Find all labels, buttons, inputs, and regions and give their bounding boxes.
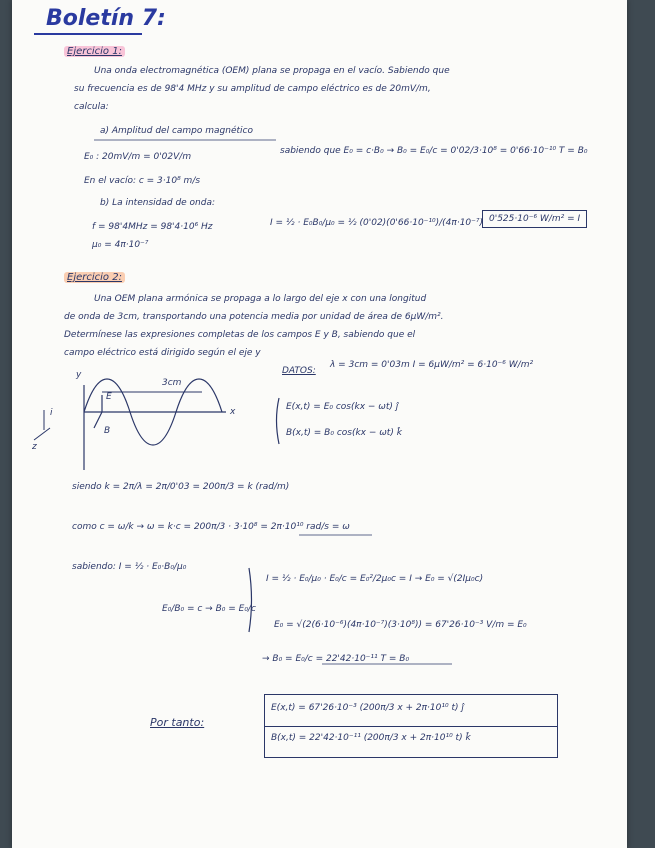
e0-value: E₀ = √(2(6·10⁻⁶)(4π·10⁻⁷)(3·10⁸)) = 67'26·10⁻³ V/m = E₀ bbox=[274, 620, 527, 630]
ej1-part-b-label: b) La intensidad de onda: bbox=[100, 198, 216, 208]
ej1-mu0-value: μ₀ = 4π·10⁻⁷ bbox=[92, 240, 149, 250]
datos-label: DATOS: bbox=[282, 366, 316, 376]
por-tanto-label: Por tanto: bbox=[150, 716, 205, 729]
ej1-text-line-3: calcula: bbox=[74, 102, 109, 112]
diagram-e-label: E bbox=[106, 392, 112, 402]
e0-formula: I = ½ · E₀/μ₀ · E₀/c = E₀²/2μ₀c = I → E₀ = √(2Iμ₀c) bbox=[266, 574, 484, 584]
field-ratio: E₀/B₀ = c → B₀ = E₀/c bbox=[162, 604, 256, 614]
page-title: Boletín 7: bbox=[46, 6, 166, 31]
diagram-axis-x: x bbox=[230, 407, 236, 417]
ej1-e0-value: E₀ : 20mV/m = 0'02V/m bbox=[84, 152, 192, 162]
ej2-text-line-2: de onda de 3cm, transportando una potencia media por unidad de área de 6μW/m². bbox=[64, 312, 444, 322]
datos-values: λ = 3cm = 0'03m I = 6μW/m² = 6·10⁻⁶ W/m² bbox=[330, 360, 534, 370]
b-vector bbox=[94, 412, 102, 428]
wavelength-label: 3cm bbox=[162, 378, 182, 388]
diagram-b-label: B bbox=[104, 426, 111, 436]
omega-derivation: como c = ω/k → ω = k·c = 200π/3 · 3·10⁸ = 2π·10¹⁰ rad/s = ω bbox=[72, 522, 350, 532]
exercise-2-heading: Ejercicio 2: bbox=[64, 272, 125, 283]
ej1-frequency-value: f = 98'4MHz = 98'4·10⁶ Hz bbox=[92, 222, 213, 232]
final-answer-box bbox=[264, 694, 558, 758]
ej2-text-line-1: Una OEM plana armónica se propaga a lo largo del eje x con una longitud bbox=[94, 294, 427, 304]
ej1-intensity-result: 0'525·10⁻⁶ W/m² = I bbox=[482, 210, 587, 228]
ej1-part-a-label: a) Amplitud del campo magnético bbox=[100, 126, 253, 136]
e-field-final: E(x,t) = 67'26·10⁻³ (200π/3 x + 2π·10¹⁰ t) ĵ bbox=[271, 703, 464, 713]
exercise-1-heading: Ejercicio 1: bbox=[64, 46, 125, 57]
ej2-text-line-4: campo eléctrico está dirigido según el eje y bbox=[64, 348, 261, 358]
ej1-text-line-2: su frecuencia es de 98'4 MHz y su amplitud de campo eléctrico es de 20mV/m, bbox=[74, 84, 431, 94]
ej2-text-line-3: Determínese las expresiones completas de los campos E y B, sabiendo que el bbox=[64, 330, 416, 340]
b-field-final: B(x,t) = 22'42·10⁻¹¹ (200π/3 x + 2π·10¹⁰ t) k̂ bbox=[271, 733, 471, 743]
e-field-expression: E(x,t) = E₀ cos(kx − ωt) ĵ bbox=[286, 402, 399, 412]
ej1-text-line-1: Una onda electromagnética (OEM) plana se propaga en el vacío. Sabiendo que bbox=[94, 66, 450, 76]
ej1-c-vacuum: En el vacío: c = 3·10⁸ m/s bbox=[84, 176, 201, 186]
diagram-axis-i: i bbox=[50, 408, 53, 418]
ej1-intensity-equation: I = ½ · E₀B₀/μ₀ = ½ (0'02)(0'66·10⁻¹⁰)/(4π·10⁻⁷) bbox=[270, 218, 484, 228]
intensity-formula: sabiendo: I = ½ · E₀·B₀/μ₀ bbox=[72, 562, 187, 572]
ej1-b0-derivation: sabiendo que E₀ = c·B₀ → B₀ = E₀/c = 0'02/3·10⁸ = 0'66·10⁻¹⁰ T = B₀ bbox=[280, 146, 588, 156]
diagram-axis-z: z bbox=[32, 442, 37, 452]
b0-value: → B₀ = E₀/c = 22'42·10⁻¹¹ T = B₀ bbox=[262, 654, 410, 664]
diagram-axis-y: y bbox=[76, 370, 82, 380]
b-field-expression: B(x,t) = B₀ cos(kx − ωt) k̂ bbox=[286, 428, 402, 438]
wavenumber-derivation: siendo k = 2π/λ = 2π/0'03 = 200π/3 = k (rad/m) bbox=[72, 482, 290, 492]
notebook-page bbox=[12, 0, 627, 848]
